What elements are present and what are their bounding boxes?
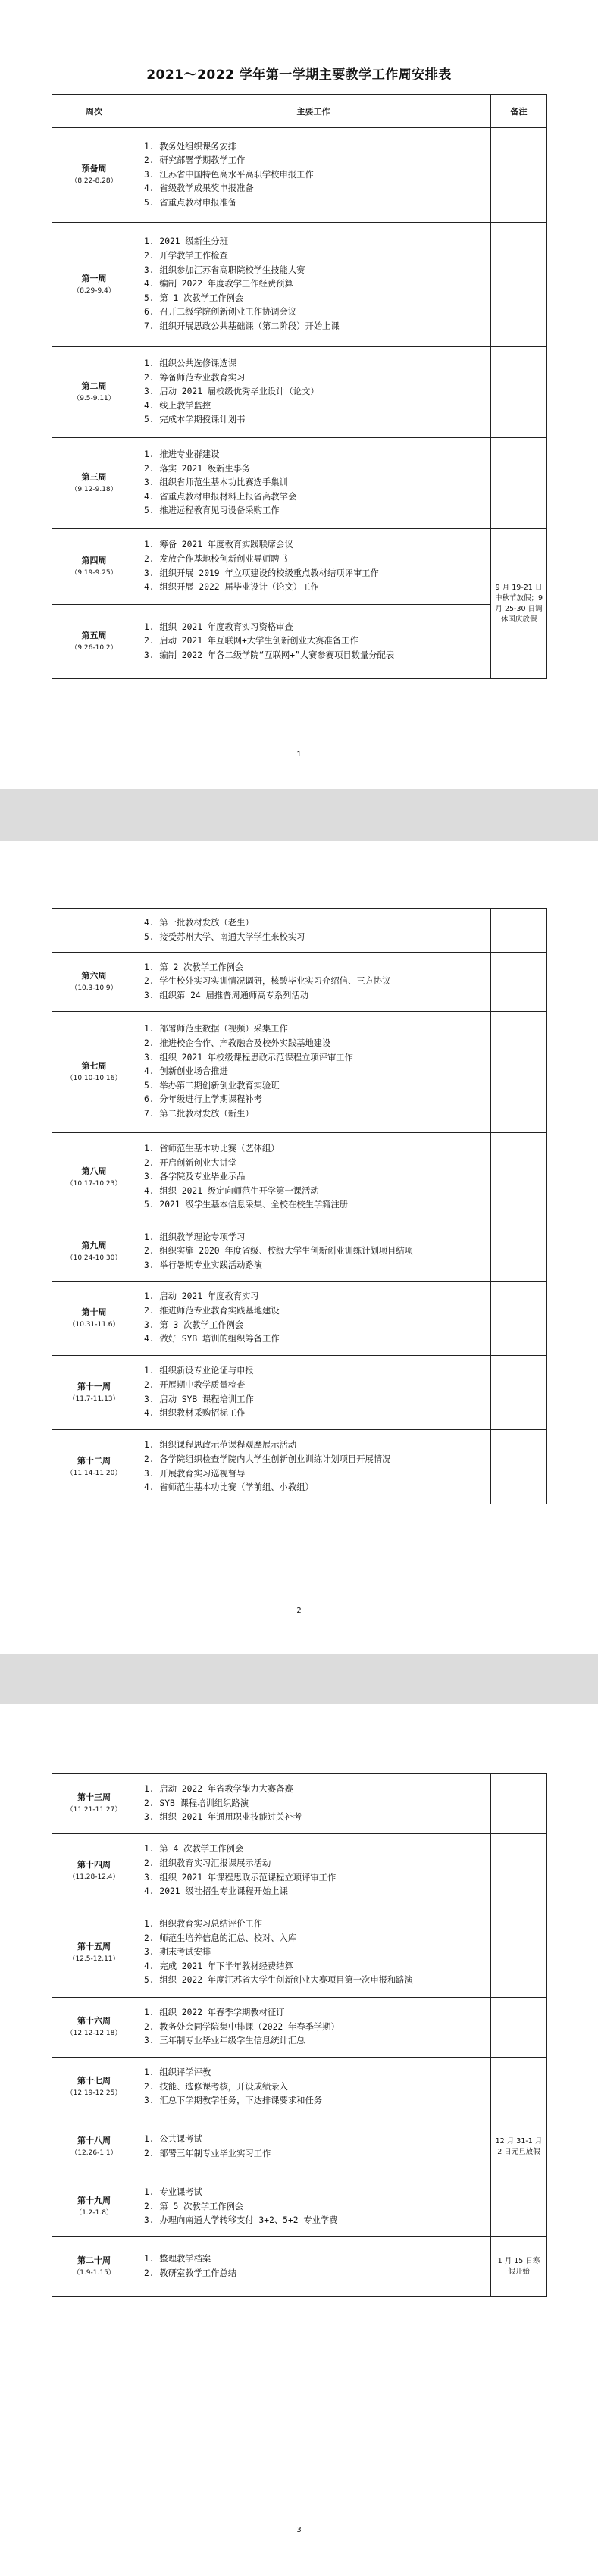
work-item: 2. 第 5 次教学工作例会 — [144, 2201, 244, 2211]
work-item: 5. 2021 级学生基本信息采集、全校在校生学籍注册 — [144, 1200, 349, 1210]
work-item: 1. 组织公共选修课选课 — [144, 358, 237, 369]
note-cell — [491, 223, 547, 347]
work-cell — [136, 953, 491, 1012]
week-name: 第七周 — [81, 1060, 107, 1071]
work-item: 1. 第 4 次教学工作例会 — [144, 1844, 244, 1855]
week-cell — [52, 1356, 136, 1430]
page-3 — [0, 1704, 598, 2576]
work-item: 1. 2021 级新生分班 — [144, 236, 228, 247]
table-row — [52, 2177, 547, 2237]
week-name: 第十四周 — [77, 1859, 111, 1870]
work-item: 2. 教务处会同学院集中排课（2022 年春季学期） — [144, 2021, 340, 2032]
work-cell — [136, 438, 491, 529]
table-row — [52, 223, 547, 347]
table-row — [52, 529, 547, 605]
note-cell — [491, 953, 547, 1012]
week-name: 第十二周 — [77, 1455, 111, 1466]
table-row — [52, 1774, 547, 1834]
week-dates: （8.29-9.4） — [73, 286, 115, 295]
work-item: 3. 编制 2022 年各二级学院“互联网+”大赛参赛项目数量分配表 — [144, 649, 395, 660]
week-name: 第八周 — [81, 1166, 107, 1176]
table-row — [52, 909, 547, 953]
week-dates: （8.22-8.28） — [70, 177, 117, 185]
week-cell — [52, 347, 136, 438]
week-dates: （10.17-10.23） — [66, 1179, 122, 1188]
work-item: 3. 开展教育实习巡视督导 — [144, 1468, 246, 1479]
work-item: 2. 组织实施 2020 年度省级、校级大学生创新创业训练计划项目结项 — [144, 1246, 413, 1257]
work-item: 5. 省重点教材申报准备 — [144, 197, 237, 208]
work-item: 1. 推进专业群建设 — [144, 449, 220, 460]
week-cell — [52, 1908, 136, 1998]
work-cell — [136, 1222, 491, 1282]
week-cell — [52, 2058, 136, 2117]
work-item: 3. 期末考试安排 — [144, 1947, 211, 1958]
work-item: 2. 学生校外实习实训情况调研，核酸毕业实习介绍信、三方协议 — [144, 976, 391, 987]
week-dates: （11.21-11.27） — [66, 1806, 122, 1814]
week-dates: （12.26-1.1） — [70, 2149, 117, 2157]
work-item: 7. 第二批教材发放（新生） — [144, 1108, 254, 1119]
table-row — [52, 1282, 547, 1356]
work-item: 1. 组织教育实习总结评价工作 — [144, 1919, 262, 1930]
work-item: 3. 汇总下学期教学任务，下达排课要求和任务 — [144, 2096, 323, 2106]
work-item: 2. 发放合作基地校创新创业导师聘书 — [144, 553, 288, 564]
week-cell — [52, 1282, 136, 1356]
week-cell — [52, 909, 136, 953]
week-name: 第二周 — [81, 380, 107, 391]
work-item: 3. 组织 2021 年通用职业技能过关补考 — [144, 1812, 302, 1823]
work-cell — [136, 1998, 491, 2058]
work-item: 1. 整理教学档案 — [144, 2254, 211, 2265]
work-item: 3. 组织 2021 年校级课程思政示范课程立项评审工作 — [144, 1052, 353, 1063]
week-name: 第十六周 — [77, 2016, 111, 2026]
work-item: 1. 第 2 次教学工作例会 — [144, 962, 244, 972]
work-item: 2. 筹备师范专业教育实习 — [144, 372, 246, 383]
week-dates: （11.7-11.13） — [68, 1394, 120, 1403]
note-cell — [491, 1908, 547, 1998]
week-dates: （12.12-12.18） — [66, 2030, 122, 2037]
work-cell — [136, 909, 491, 953]
week-cell — [52, 223, 136, 347]
work-item: 2. 部署三年制专业毕业实习工作 — [144, 2149, 271, 2158]
note-cell: 1 月 15 日寒假开始 — [491, 2237, 547, 2297]
week-name: 第一周 — [81, 273, 107, 283]
week-cell — [52, 1834, 136, 1908]
week-dates: （1.9-1.15） — [73, 2269, 115, 2277]
work-cell — [136, 605, 491, 679]
work-cell — [136, 1908, 491, 1998]
work-item: 4. 组织教材采购招标工作 — [144, 1408, 246, 1419]
note-cell — [491, 347, 547, 438]
week-name: 第六周 — [81, 970, 107, 981]
work-item: 2. 落实 2021 级新生事务 — [144, 463, 251, 474]
work-item: 2. 教研室教学工作总结 — [144, 2268, 237, 2278]
table-row — [52, 128, 547, 223]
work-cell — [136, 1774, 491, 1834]
work-item: 5. 第 1 次教学工作例会 — [144, 293, 244, 303]
week-cell — [52, 1430, 136, 1504]
work-item: 6. 召开二级学院创新创业工作协调会议 — [144, 307, 297, 318]
work-cell — [136, 2117, 491, 2177]
table-row — [52, 1834, 547, 1908]
work-item: 5. 推进远程教育见习设备采购工作 — [144, 505, 280, 516]
note-cell — [491, 438, 547, 529]
work-item: 3. 组织参加江苏省高职院校学生技能大赛 — [144, 264, 305, 275]
work-item: 1. 组织评学评教 — [144, 2067, 211, 2078]
work-cell — [136, 529, 491, 605]
page-1 — [0, 0, 598, 789]
note-cell — [491, 1430, 547, 1504]
week-dates: （10.24-10.30） — [66, 1254, 122, 1262]
note-cell — [491, 1356, 547, 1430]
work-item: 3. 启动 2021 届校级优秀毕业设计（论文） — [144, 387, 319, 397]
note-cell: 9 月 19-21 日中秋节放假；9 月 25-30 日调休国庆放假 — [491, 529, 547, 679]
work-cell — [136, 2177, 491, 2237]
work-item: 2. 技能、选修课考核，开设成绩录入 — [144, 2081, 288, 2092]
work-item: 2. 开学教学工作检查 — [144, 251, 228, 261]
table-row — [52, 953, 547, 1012]
week-name: 第十九周 — [77, 2196, 111, 2205]
table-row — [52, 1356, 547, 1430]
week-cell — [52, 1012, 136, 1133]
work-item: 4. 线上教学监控 — [144, 400, 211, 411]
table-row — [52, 1908, 547, 1998]
page-number: 1 — [296, 750, 302, 759]
week-name: 预备周 — [81, 164, 107, 174]
week-dates: （12.5-12.11） — [68, 1955, 120, 1963]
work-item: 1. 省师范生基本功比赛（艺体组） — [144, 1144, 280, 1154]
week-name: 第九周 — [81, 1240, 107, 1250]
week-cell — [52, 1998, 136, 2058]
table-row — [52, 347, 547, 438]
table-header-row — [52, 95, 547, 128]
page-number: 3 — [296, 2526, 302, 2534]
work-item: 5. 接受苏州大学、南通大学学生来校实习 — [144, 931, 305, 942]
work-cell — [136, 1834, 491, 1908]
work-cell — [136, 2058, 491, 2117]
work-item: 1. 专业课考试 — [144, 2187, 202, 2198]
work-item: 3. 办理向南通大学转移支付 3+2、5+2 专业学费 — [144, 2215, 338, 2226]
table-row — [52, 1222, 547, 1282]
work-item: 3. 三年制专业毕业年级学生信息统计汇总 — [144, 2036, 305, 2046]
work-item: 7. 组织开展思政公共基础课（第二阶段）开始上课 — [144, 321, 340, 331]
work-item: 1. 教务处组织课务安排 — [144, 141, 237, 152]
work-item: 1. 启动 2022 年省教学能力大赛备赛 — [144, 1784, 293, 1795]
work-item: 2. 组织教育实习汇报课展示活动 — [144, 1858, 271, 1868]
work-item: 1. 公共课考试 — [144, 2134, 202, 2145]
work-item: 2. 各学院组织检查学院内大学生创新创业训练计划项目开展情况 — [144, 1454, 391, 1464]
table-row — [52, 1430, 547, 1504]
page-number: 2 — [296, 1607, 302, 1615]
work-item: 6. 分年级进行上学期课程补考 — [144, 1094, 262, 1105]
work-item: 2. 师范生培养信息的汇总、校对、入库 — [144, 1933, 297, 1943]
work-item: 5. 举办第二期创新创业教育实验班 — [144, 1080, 280, 1091]
note-cell — [491, 2058, 547, 2117]
note-cell — [491, 1834, 547, 1908]
week-dates: （11.28-12.4） — [68, 1873, 120, 1881]
work-item: 1. 组织 2021 年度教育实习资格审查 — [144, 621, 293, 632]
table-row — [52, 1133, 547, 1222]
week-cell — [52, 1133, 136, 1222]
work-item: 3. 各学院及专业毕业示品 — [144, 1172, 246, 1182]
table-row — [52, 2237, 547, 2297]
work-item: 1. 组织新设专业论证与申报 — [144, 1366, 254, 1376]
week-name: 第十八周 — [77, 2136, 111, 2146]
week-dates: （11.14-11.20） — [66, 1469, 122, 1477]
table-row — [52, 2058, 547, 2117]
work-item: 3. 组织开展 2019 年立项建设的校级重点教材结项评审工作 — [144, 568, 379, 578]
week-dates: （9.5-9.11） — [73, 394, 115, 402]
work-cell — [136, 1430, 491, 1504]
table-row — [52, 1012, 547, 1133]
work-item: 5. 完成本学期授课计划书 — [144, 415, 246, 425]
work-item: 3. 组织省师范生基本功比赛选手集训 — [144, 477, 288, 488]
note-cell — [491, 1774, 547, 1834]
header-work: 主要工作 — [136, 95, 491, 128]
work-item: 4. 完成 2021 年下半年教材经费结算 — [144, 1961, 293, 1971]
table-row — [52, 438, 547, 529]
week-name: 第五周 — [81, 630, 107, 640]
work-item: 2. 推进师范专业教育实践基地建设 — [144, 1305, 280, 1316]
note-cell — [491, 128, 547, 223]
week-name: 第十三周 — [77, 1792, 111, 1802]
work-cell — [136, 2237, 491, 2297]
header-week: 周次 — [52, 95, 136, 128]
table-row — [52, 605, 547, 679]
week-cell — [52, 2177, 136, 2237]
work-item: 3. 启动 SYB 课程培训工作 — [144, 1394, 254, 1404]
week-dates: （9.26-10.2） — [70, 643, 117, 652]
week-cell — [52, 953, 136, 1012]
week-cell — [52, 529, 136, 605]
note-cell — [491, 909, 547, 953]
work-item: 4. 省师范生基本功比赛（学前组、小教组） — [144, 1482, 314, 1493]
week-dates: （9.12-9.18） — [70, 485, 117, 493]
week-cell — [52, 2237, 136, 2297]
week-dates: （9.19-9.25） — [70, 568, 117, 577]
work-item: 1. 启动 2021 年度教育实习 — [144, 1291, 259, 1302]
work-cell — [136, 1012, 491, 1133]
work-cell — [136, 1282, 491, 1356]
note-cell: 12 月 31-1 月 2 日元旦放假 — [491, 2117, 547, 2177]
work-cell — [136, 223, 491, 347]
document-title: 2021～2022 学年第一学期主要教学工作周安排表 — [146, 67, 452, 83]
week-cell — [52, 128, 136, 223]
work-item: 3. 江苏省中国特色高水平高职学校申报工作 — [144, 169, 314, 180]
week-name: 第十一周 — [77, 1381, 111, 1391]
work-item: 2. SYB 课程培训组织路演 — [144, 1798, 249, 1808]
note-cell — [491, 1998, 547, 2058]
work-cell — [136, 347, 491, 438]
work-item: 1. 组织教学理论专项学习 — [144, 1232, 246, 1242]
work-item: 4. 编制 2022 年度教学工作经费预算 — [144, 279, 293, 290]
week-dates: （1.2-1.8） — [75, 2209, 113, 2217]
week-cell — [52, 1222, 136, 1282]
week-cell — [52, 2117, 136, 2177]
work-item: 4. 省级教学成果奖申报准备 — [144, 183, 254, 194]
week-dates: （10.10-10.16） — [66, 1074, 122, 1082]
note-cell — [491, 1133, 547, 1222]
work-cell — [136, 1133, 491, 1222]
week-name: 第十七周 — [77, 2076, 111, 2086]
schedule-table-page-1 — [52, 94, 547, 679]
table-row — [52, 2117, 547, 2177]
work-item: 4. 组织开展 2022 届毕业设计（论文）工作 — [144, 582, 319, 593]
work-item: 2. 开启创新创业大讲堂 — [144, 1157, 237, 1168]
work-item: 1. 组织 2022 年春季学期教材征订 — [144, 2008, 285, 2018]
week-name: 第二十周 — [77, 2255, 111, 2265]
work-item: 4. 创新创业场合推进 — [144, 1066, 228, 1077]
work-item: 3. 举行暑期专业实践活动路演 — [144, 1260, 262, 1270]
week-dates: （10.31-11.6） — [68, 1320, 120, 1329]
week-dates: （12.19-12.25） — [66, 2089, 122, 2097]
week-cell — [52, 1774, 136, 1834]
work-item: 4. 2021 级社招生专业课程开始上课 — [144, 1886, 288, 1897]
work-item: 4. 做好 SYB 培训的组织筹备工作 — [144, 1334, 280, 1344]
note-cell — [491, 1012, 547, 1133]
note-cell — [491, 2177, 547, 2237]
work-item: 2. 开展期中教学质量检查 — [144, 1379, 246, 1390]
work-item: 1. 筹备 2021 年度教育实践联席会议 — [144, 540, 293, 550]
schedule-table-page-2 — [52, 908, 547, 1504]
note-cell — [491, 1222, 547, 1282]
week-name: 第十五周 — [77, 1941, 111, 1952]
work-cell — [136, 128, 491, 223]
week-name: 第四周 — [81, 555, 107, 565]
work-item: 3. 组织 2021 年课程思政示范课程立项评审工作 — [144, 1872, 337, 1883]
note-cell — [491, 1282, 547, 1356]
week-name: 第十周 — [81, 1307, 107, 1317]
work-item: 4. 第一批教材发放（老生） — [144, 917, 254, 928]
week-dates: （10.3-10.9） — [70, 984, 117, 992]
work-item: 1. 组织课程思政示范课程观摩展示活动 — [144, 1440, 297, 1451]
week-cell — [52, 605, 136, 679]
table-row — [52, 1998, 547, 2058]
schedule-table-page-3 — [52, 1773, 547, 2297]
week-cell — [52, 438, 136, 529]
work-item: 2. 研究部署学期教学工作 — [144, 155, 246, 166]
week-name: 第三周 — [81, 471, 107, 482]
page-2 — [0, 841, 598, 1654]
work-item: 2. 启动 2021 年互联网+大学生创新创业大赛准备工作 — [144, 636, 358, 646]
work-item: 5. 组织 2022 年度江苏省大学生创新创业大赛项目第一次申报和路演 — [144, 1975, 413, 1986]
work-item: 2. 推进校企合作、产教融合及校外实践基地建设 — [144, 1038, 331, 1049]
header-note: 备注 — [491, 95, 547, 128]
work-cell — [136, 1356, 491, 1430]
work-item: 4. 组织 2021 级定向师范生开学第一课活动 — [144, 1185, 319, 1196]
work-item: 3. 组织第 24 届推普周通师高专系列活动 — [144, 990, 309, 1000]
work-item: 1. 部署师范生数据（视频）采集工作 — [144, 1024, 288, 1034]
work-item: 3. 第 3 次教学工作例会 — [144, 1319, 244, 1330]
work-item: 4. 省重点教材申报材料上报省高教学会 — [144, 491, 297, 502]
